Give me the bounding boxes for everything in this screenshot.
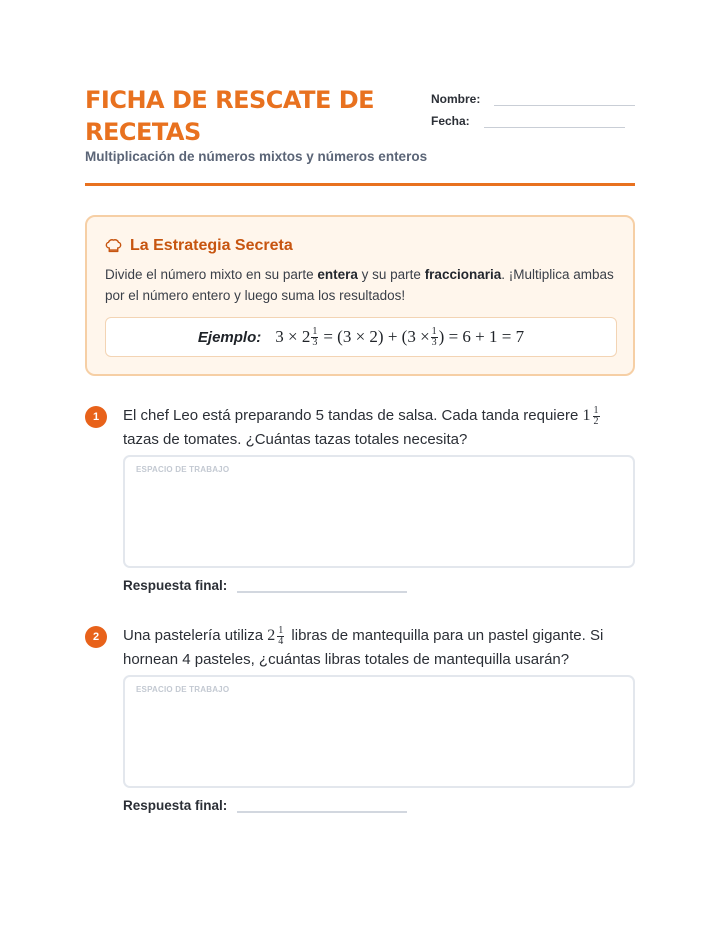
date-field[interactable] — [484, 116, 625, 128]
work-space[interactable] — [123, 675, 635, 788]
name-label: Nombre: — [431, 92, 481, 106]
page-title: FICHA DE RESCATE DE RECETAS — [85, 86, 375, 146]
example-fraction: $\frac{1}{3}$ — [312, 325, 318, 348]
answer-row — [123, 578, 407, 593]
worksheet-page — [85, 0, 635, 932]
date-label: Fecha: — [431, 114, 470, 128]
page-subtitle: Multiplicación de números mixtos y números enteros — [85, 149, 428, 164]
name-row — [431, 84, 635, 106]
problem-number-badge: 1 — [85, 406, 107, 428]
strategy-title: La Estrategia Secreta — [130, 237, 293, 254]
strategy-text-part: . ¡Multiplica ambas por el número entero y luego suma los resultados! — [105, 267, 614, 303]
example-part: = (3 × 2) + (3 × — [323, 327, 430, 346]
student-info — [431, 84, 635, 128]
example-box — [105, 317, 617, 357]
example-label: Ejemplo: — [197, 328, 262, 346]
problem-fraction: $\frac{1}{4}$ — [278, 624, 284, 647]
strategy-box — [85, 215, 635, 376]
answer-field[interactable] — [237, 799, 407, 813]
strategy-text-part: y su parte — [357, 267, 425, 282]
example-fraction: $\frac{1}{3}$ — [431, 325, 437, 348]
strategy-bold-whole: entera — [317, 267, 358, 282]
answer-label: Respuesta final: — [123, 798, 228, 813]
work-space[interactable] — [123, 455, 635, 568]
example-part: 3 × 2 — [275, 327, 311, 346]
header-divider — [85, 183, 635, 186]
problem-text: El chef Leo está preparando 5 tandas de salsa. Cada tanda requiere 1 $\frac{1}{2}$ tazas de tomates. ¿Cuántas tazas totales necesita? — [123, 404, 599, 448]
problem-text: Una pastelería utiliza 2 $\frac{1}{4}$ libras de mantequilla para un pastel gigante. Si hornean 4 pasteles, ¿cuántas libras totales de mantequilla usarán? — [123, 624, 604, 668]
name-field[interactable] — [494, 94, 635, 106]
problem-number-badge: 2 — [85, 626, 107, 648]
strategy-text-part: Divide el número mixto en su parte — [105, 267, 318, 282]
example-part: ) = 6 + 1 = 7 — [438, 327, 525, 346]
chef-hat-icon — [105, 238, 122, 255]
strategy-description — [105, 264, 615, 306]
answer-row — [123, 798, 407, 813]
strategy-bold-fraction: fraccionaria — [424, 267, 502, 282]
work-space-label: ESPACIO DE TRABAJO — [136, 465, 230, 474]
work-space-label: ESPACIO DE TRABAJO — [136, 685, 230, 694]
answer-label: Respuesta final: — [123, 578, 228, 593]
answer-field[interactable] — [237, 579, 407, 593]
date-row — [431, 106, 635, 128]
strategy-heading — [105, 237, 293, 255]
problem-fraction: $\frac{1}{2}$ — [593, 404, 599, 427]
example-equation — [275, 327, 524, 348]
